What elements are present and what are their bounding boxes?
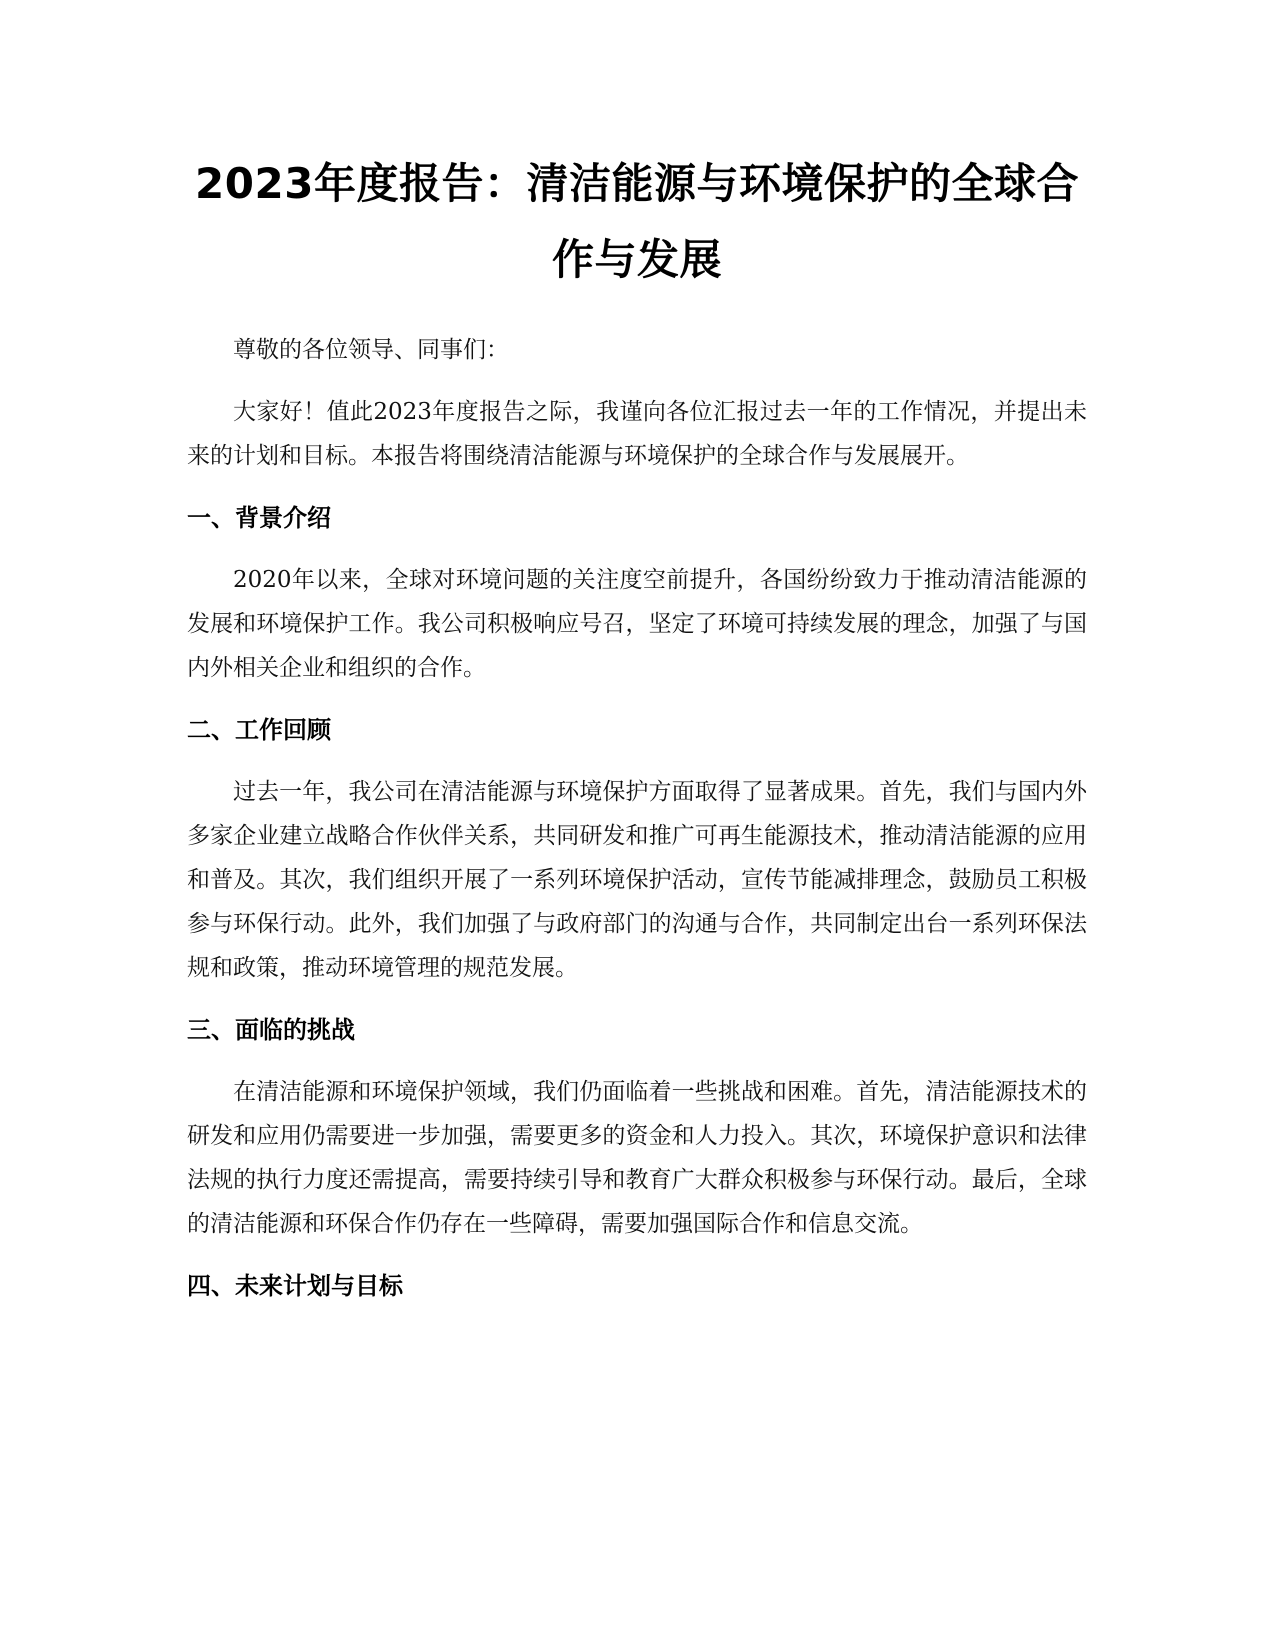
document-body xyxy=(187,146,1087,1308)
section-paragraph: 过去一年，我公司在清洁能源与环境保护方面取得了显著成果。首先，我们与国内外多家企业建立战略合作伙伴关系，共同研发和推广可再生能源技术，推动清洁能源的应用和普及。其次，我们组织开展了一系列环境保护活动，宣传节能减排理念，鼓励员工积极参与环保行动。此外，我们加强了与政府部门的沟通与合作，共同制定出台一系列环保法规和政策，推动环境管理的规范发展。 xyxy=(187,779,1087,981)
section-work-review xyxy=(187,708,1087,990)
section-heading: 三、面临的挑战 xyxy=(187,1016,355,1044)
section-paragraph: 在清洁能源和环境保护领域，我们仍面临着一些挑战和困难。首先，清洁能源技术的研发和应用仍需要进一步加强，需要更多的资金和人力投入。其次，环境保护意识和法律法规的执行力度还需提高，需要持续引导和教育广大群众积极参与环保行动。最后，全球的清洁能源和环保合作仍存在一些障碍，需要加强国际合作和信息交流。 xyxy=(187,1079,1087,1237)
intro-paragraph: 大家好！值此2023年度报告之际，我谨向各位汇报过去一年的工作情况，并提出未来的计划和目标。本报告将围绕清洁能源与环境保护的全球合作与发展展开。 xyxy=(187,399,1087,469)
greeting-paragraph: 尊敬的各位领导、同事们： xyxy=(233,337,509,363)
section-heading: 一、背景介绍 xyxy=(187,504,331,532)
section-heading: 二、工作回顾 xyxy=(187,716,331,744)
section-heading: 四、未来计划与目标 xyxy=(187,1272,403,1300)
section-background xyxy=(187,496,1087,690)
section-future-plans xyxy=(187,1264,1087,1308)
section-paragraph: 2020年以来，全球对环境问题的关注度空前提升，各国纷纷致力于推动清洁能源的发展和环境保护工作。我公司积极响应号召，坚定了环境可持续发展的理念，加强了与国内外相关企业和组织的合作。 xyxy=(187,567,1087,681)
document-title: 2023年度报告：清洁能源与环境保护的全球合作与发展 xyxy=(195,159,1079,284)
section-challenges xyxy=(187,1008,1087,1246)
